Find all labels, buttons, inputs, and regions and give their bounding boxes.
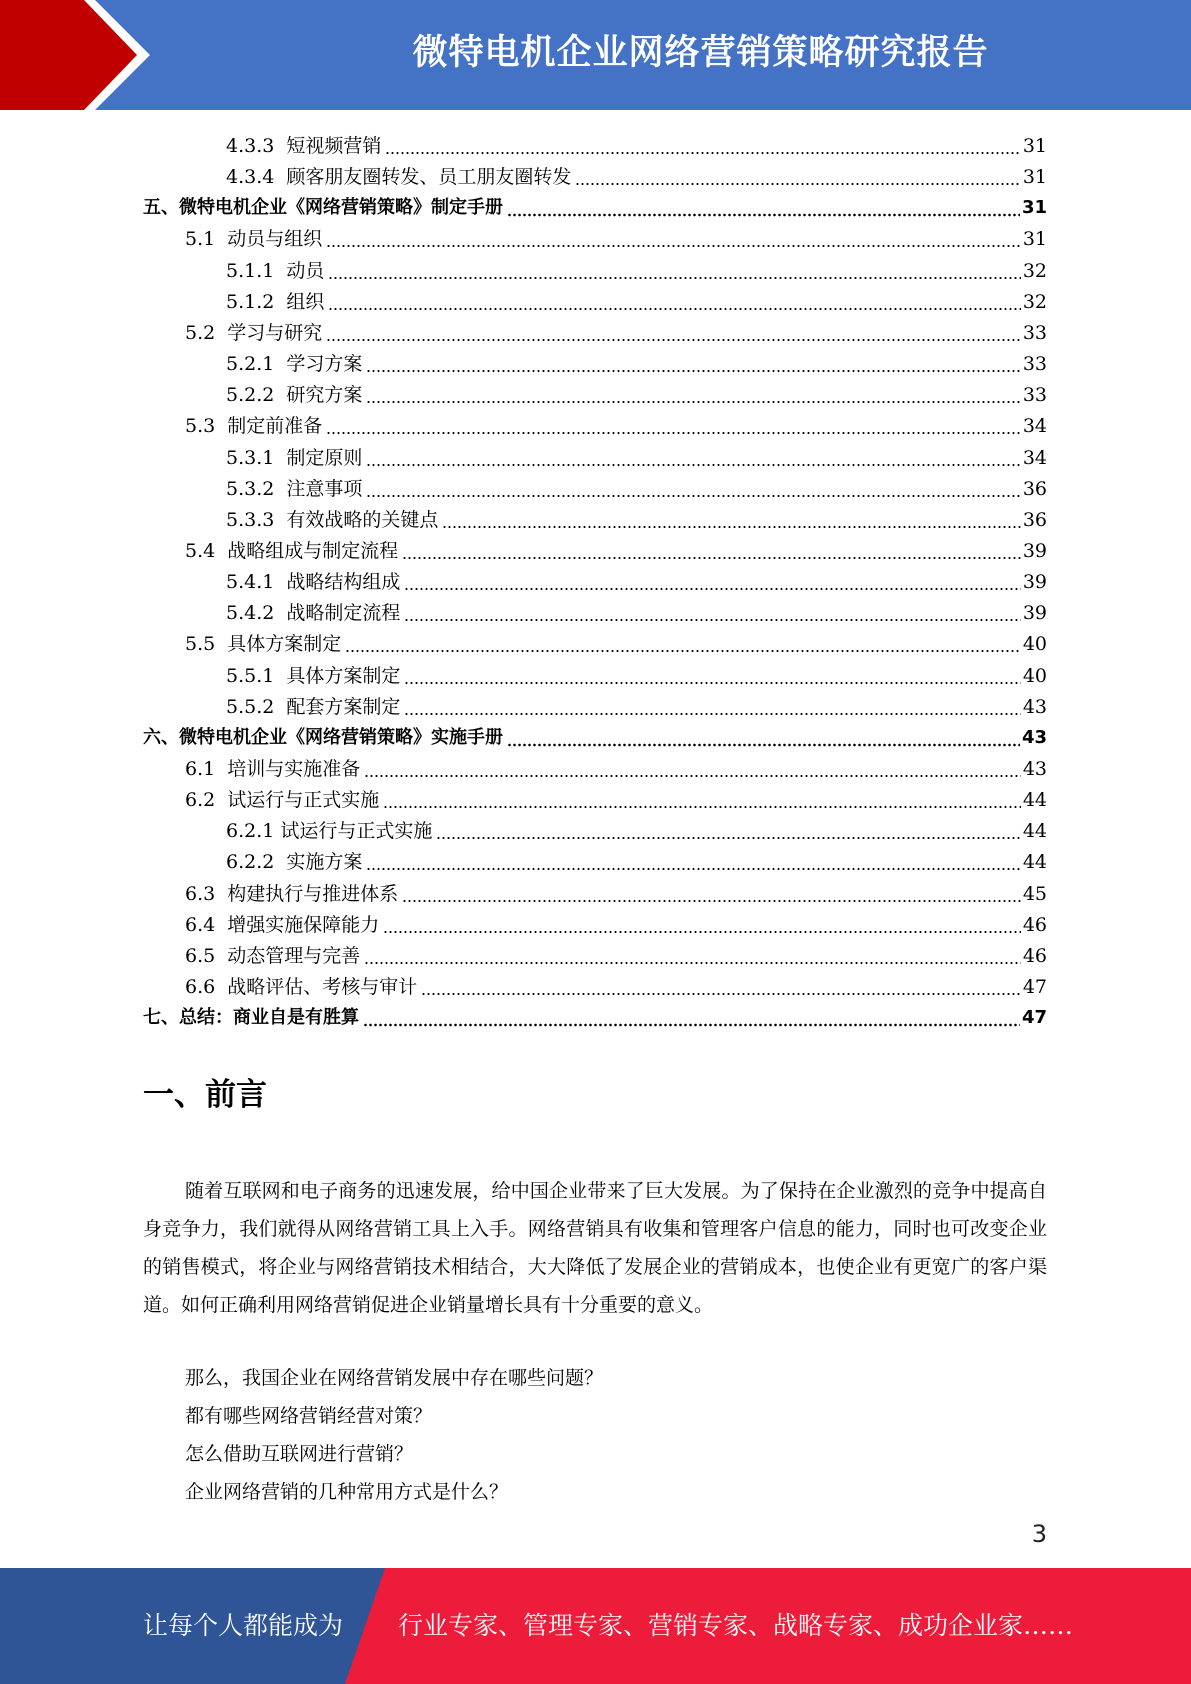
toc-entry-page: 36 (1022, 508, 1047, 531)
question-item: 企业网络营销的几种常用方式是什么？ (185, 1481, 509, 1503)
toc-dot-leader (366, 849, 1020, 871)
toc-entry-page: 34 (1022, 415, 1047, 438)
page-header (0, 0, 1191, 110)
toc-entry-page: 39 (1022, 571, 1047, 594)
toc-entry-page: 34 (1022, 446, 1047, 469)
toc-dot-leader (328, 258, 1020, 280)
toc-entry[interactable] (185, 781, 1047, 812)
toc-dot-leader (402, 881, 1021, 903)
toc-dot-leader (345, 631, 1021, 653)
toc-dot-leader (366, 351, 1020, 373)
toc-dot-leader (366, 445, 1020, 467)
toc-dot-leader (326, 320, 1021, 342)
toc-entry[interactable] (226, 376, 1047, 407)
toc-dot-leader (366, 476, 1020, 498)
toc-entry-label: 5.2 学习与研究 (185, 321, 323, 344)
toc-dot-leader (442, 507, 1020, 529)
toc-entry[interactable] (226, 843, 1047, 874)
toc-dot-leader (404, 600, 1020, 622)
toc-entry-label: 七、总结：商业自是有胜算 (143, 1007, 359, 1029)
toc-entry[interactable] (226, 812, 1047, 843)
toc-entry-label: 6.2.2 实施方案 (226, 851, 363, 874)
toc-entry-page: 31 (1021, 197, 1047, 219)
toc-entry[interactable] (226, 158, 1047, 189)
toc-entry-label: 5.2.1 学习方案 (226, 353, 363, 376)
toc-entry-label: 5.3 制定前准备 (185, 415, 323, 438)
toc-entry[interactable] (226, 594, 1047, 625)
toc-entry-page: 31 (1022, 228, 1047, 251)
toc-entry[interactable] (185, 937, 1047, 968)
toc-entry-label: 5.4 战略组成与制定流程 (185, 539, 399, 562)
toc-entry[interactable] (185, 407, 1047, 438)
toc-entry-page: 33 (1022, 353, 1047, 376)
intro-paragraph-text: 随着互联网和电子商务的迅速发展，给中国企业带来了巨大发展。为了保持在企业激烈的竞争中提高自身竞争力，我们就得从网络营销工具上入手。网络营销具有收集和管理客户信息的能力，同时也可改变企业的销售模式，将企业与网络营销技术相结合，大大降低了发展企业的营销成本，也使企业有更宽广的客户渠道。如何正确利用网络营销促进企业销量增长具有十分重要的意义。 (143, 1180, 1047, 1316)
toc-entry-label: 4.3.3 短视频营销 (226, 135, 382, 157)
toc-entry-label: 5.3.1 制定原则 (226, 446, 363, 469)
toc-entry-label: 4.3.4 顾客朋友圈转发、员工朋友圈转发 (226, 166, 572, 189)
toc-entry-page: 32 (1022, 259, 1047, 282)
toc-entry[interactable] (185, 875, 1047, 906)
toc-entry-label: 五、微特电机企业《网络营销策略》制定手册 (143, 197, 503, 219)
toc-entry-label: 5.3.2 注意事项 (226, 477, 363, 500)
toc-entry-label: 5.1.1 动员 (226, 259, 325, 282)
page-number: 3 (1031, 1520, 1047, 1548)
toc-dot-leader (364, 943, 1021, 965)
toc-entry-page: 31 (1022, 135, 1047, 157)
toc-entry[interactable] (226, 688, 1047, 719)
question-item: 那么，我国企业在网络营销发展中存在哪些问题？ (185, 1367, 604, 1389)
toc-dot-leader (366, 382, 1020, 404)
toc-dot-leader (421, 974, 1021, 996)
question-item: 都有哪些网络营销经营对策？ (185, 1405, 433, 1427)
toc-entry-page: 43 (1022, 758, 1047, 780)
toc-entry-label: 5.5 具体方案制定 (185, 633, 342, 656)
section-heading: 一、前言 (143, 1077, 267, 1113)
toc-entry-page: 44 (1022, 851, 1047, 874)
toc-entry[interactable] (185, 750, 1047, 781)
toc-entry[interactable] (226, 470, 1047, 501)
question-item: 怎么借助互联网进行营销？ (185, 1443, 414, 1465)
toc-dot-leader (436, 818, 1020, 840)
intro-paragraph (143, 1172, 1047, 1324)
toc-entry[interactable] (143, 719, 1047, 750)
toc-entry[interactable] (185, 906, 1047, 937)
toc-entry-page: 46 (1022, 944, 1047, 967)
toc-entry[interactable] (226, 563, 1047, 594)
toc-entry-page: 36 (1022, 477, 1047, 500)
toc-entry-label: 6.2 试运行与正式实施 (185, 789, 380, 812)
toc-entry-page: 40 (1022, 664, 1047, 687)
toc-entry[interactable] (185, 532, 1047, 563)
toc-entry-label: 5.1.2 组织 (226, 290, 325, 313)
toc-entry-label: 六、微特电机企业《网络营销策略》实施手册 (143, 726, 503, 748)
toc-entry-page: 44 (1022, 789, 1047, 812)
toc-dot-leader (507, 195, 1020, 217)
toc-entry-label: 6.5 动态管理与完善 (185, 944, 361, 967)
footer-slogan-right: 行业专家、管理专家、营销专家、战略专家、成功企业家…… (398, 1611, 1074, 1640)
toc-entry-page: 39 (1022, 539, 1047, 562)
toc-entry[interactable] (226, 501, 1047, 532)
toc-dot-leader (507, 725, 1020, 747)
toc-entry-page: 45 (1022, 882, 1047, 905)
toc-entry-page: 32 (1022, 290, 1047, 313)
toc-entry-page: 39 (1022, 602, 1047, 625)
toc-entry[interactable] (185, 314, 1047, 345)
toc-entry-label: 5.2.2 研究方案 (226, 384, 363, 407)
toc-dot-leader (404, 569, 1020, 591)
toc-entry[interactable] (226, 439, 1047, 470)
toc-entry[interactable] (226, 127, 1047, 158)
footer-slogan-left: 让每个人都能成为 (143, 1611, 344, 1640)
toc-entry-page: 43 (1022, 695, 1047, 718)
toc-dot-leader (402, 538, 1021, 560)
toc-dot-leader (404, 663, 1020, 685)
toc-entry-label: 6.1 培训与实施准备 (185, 758, 361, 780)
toc-entry-label: 5.4.2 战略制定流程 (226, 602, 401, 625)
toc-entry-page: 46 (1022, 913, 1047, 936)
toc-entry-label: 6.6 战略评估、考核与审计 (185, 976, 418, 999)
toc-dot-leader (363, 1005, 1020, 1027)
toc-entry[interactable] (185, 625, 1047, 656)
toc-entry[interactable] (226, 345, 1047, 376)
toc-entry[interactable] (226, 657, 1047, 688)
toc-dot-leader (385, 133, 1020, 155)
toc-dot-leader (326, 413, 1021, 435)
toc-dot-leader (364, 756, 1021, 778)
toc-dot-leader (328, 289, 1020, 311)
toc-entry-page: 33 (1022, 321, 1047, 344)
toc-entry-label: 5.3.3 有效战略的关键点 (226, 508, 439, 531)
toc-entry[interactable] (185, 220, 1047, 251)
toc-dot-leader (326, 226, 1021, 248)
toc-entry-label: 6.4 增强实施保障能力 (185, 913, 380, 936)
toc-entry[interactable] (185, 968, 1047, 999)
toc-entry-label: 5.5.2 配套方案制定 (226, 695, 401, 718)
toc-entry-label: 5.5.1 具体方案制定 (226, 664, 401, 687)
toc-entry-page: 43 (1021, 726, 1047, 748)
toc-entry-label: 5.4.1 战略结构组成 (226, 571, 401, 594)
report-title: 微特电机企业网络营销策略研究报告 (412, 33, 989, 73)
toc-dot-leader (383, 912, 1021, 934)
toc-dot-leader (575, 164, 1020, 186)
toc-entry-page: 40 (1022, 633, 1047, 656)
toc-dot-leader (404, 694, 1020, 716)
toc-entry-page: 31 (1022, 166, 1047, 189)
page-footer (0, 1568, 1191, 1684)
toc-entry-page: 33 (1022, 384, 1047, 407)
toc-entry[interactable] (143, 999, 1047, 1030)
toc-entry-label: 6.2.1 试运行与正式实施 (226, 820, 433, 843)
toc-entry-page: 47 (1021, 1007, 1047, 1029)
toc-entry-label: 5.1 动员与组织 (185, 228, 323, 251)
toc-dot-leader (383, 787, 1021, 809)
toc-entry-page: 44 (1022, 820, 1047, 843)
toc-entry[interactable] (226, 283, 1047, 314)
toc-entry[interactable] (143, 189, 1047, 220)
toc-entry-label: 6.3 构建执行与推进体系 (185, 882, 399, 905)
toc-entry-page: 47 (1022, 976, 1047, 999)
toc-entry[interactable] (226, 252, 1047, 283)
